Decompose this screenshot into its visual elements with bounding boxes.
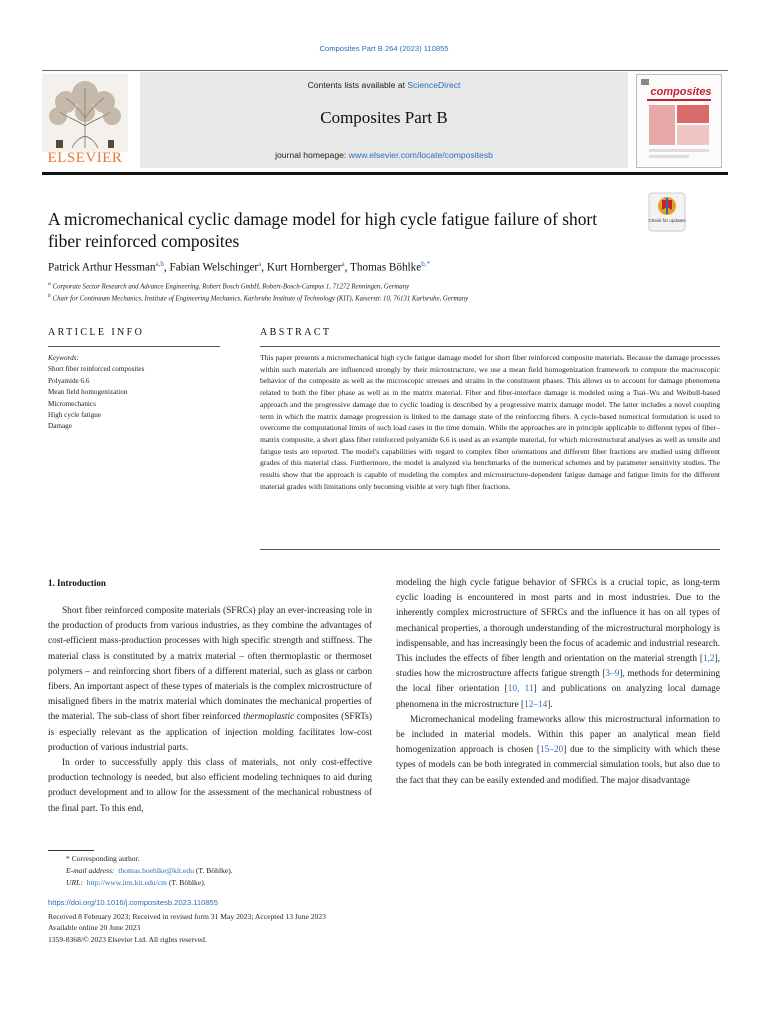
author-list [48,260,728,274]
paragraph [396,576,720,713]
citation-link[interactable]: 15–20 [540,745,564,756]
crossmark-icon [648,192,686,232]
affiliation-a [48,281,728,290]
paragraph [48,604,372,756]
homepage-line [140,150,628,160]
author-affiliation-mark[interactable]: b,* [421,260,430,268]
url-suffix: (T. Böhlke). [166,878,206,888]
abstract-text: This paper presents a micromechanical high cycle fatigue damage model for short fiber reinforced composite materials. Because the damage processes within such materials are influenced strongly by their microstructure, we use a mean field homogenization framework to compute the macroscopic behavior of the composite as well as the microscopic stresses and strains in the constituent phases. This allows us to account for damage phenomena related to both the fiber phase as well as in the matrix material. Fiber and fiber-interface damage is modeled using a Tsai–Wu and Weibull-based approach and the progressive damage due to cyclic loading is described by a progressive matrix damage model. The latter includes a novel coupling term in which the matrix damage progression is linked to the damage state of the reinforcing fibers. A cycle-based numerical formulation is used to overcome the computational limits of such load cases in the time domain. While the approaches are in principle applicable to different types of fiber–matrix composite, a short glass fiber reinforced polyamide 6.6 is used as an example material, for which microstructural analyses as well as tensile and fatigue tests are reported. The model's capabilities with regard to complex fiber orientations and different fiber fractions are studied using different grades of this material class. Furthermore, the model is analyzed via benchmarks of the numerical schemes and by parameter sensitivity studies. The results show that the approach is capable of modeling the complex and microstructure-dependent fatigue damage and fatigue limits for the different material grades with limitations only becoming visible at very high fiber fractions. [260,353,720,491]
email-link[interactable]: thomas.boehlke@kit.edu [118,866,194,876]
masthead-bottom-rule [42,172,728,175]
affiliation-mark: b [48,293,51,299]
footnote-rule [48,850,94,851]
keyword-item[interactable]: Short fiber reinforced composites [48,365,145,374]
paragraph-text: modeling the high cycle fatigue behavior of SFRCs is a crucial topic, as long-term cyclic loading is encountered in most parts and in most industries. Due to the inherently complex microstructure of SFRCs and the influence it has on all types of mechanical properties, a thorough understanding of the microstructural morphology is indispensable, and has increasingly been the focus of academic and industrial research. This includes the effects of fiber length and orientation on the material strength [ [396,578,720,665]
keywords-label: Keywords: [48,354,79,362]
abstract-end-rule [260,549,720,550]
author-separator: , [261,261,267,274]
journal-cover-image[interactable] [636,74,722,168]
cover-title: composites [650,86,712,98]
author-separator: , [344,261,351,274]
paragraph: In order to successfully apply this class of materials, not only cost-effective production technology is needed, but also efficient modeling techniques to aid during product development and to allow for the assessment of the mechanical robustness of the final part. To this end, [48,758,372,814]
received-dates: Received 8 February 2023; Received in revised form 31 May 2023; Accepted 13 June 2023 [48,912,326,921]
author-name[interactable]: Thomas Böhlke [350,261,422,274]
email-label: E-mail address: [66,866,115,876]
paragraph-text: composites (SFRTs) is especially relevant as the application of injection molding facilitates low-cost production of various industrial parts. [48,712,372,753]
url-link[interactable]: http://www.itm.kit.edu/cm [86,878,167,888]
contents-prefix: Contents lists available at [307,80,408,90]
author-name[interactable]: Fabian Welschinger [169,261,259,274]
keyword-item[interactable]: Damage [48,422,72,431]
homepage-prefix: journal homepage: [275,150,349,160]
paragraph [396,713,720,789]
masthead-top-rule [42,70,728,71]
author-affiliation-mark[interactable]: a [258,260,262,268]
paragraph-text: ] and publications on analyzing local damage phenomena in the microstructure [ [396,684,720,710]
body-column-left [48,604,372,817]
citation-link[interactable]: 10, 11 [507,684,534,695]
keyword-item[interactable]: Micromechanics [48,399,96,408]
author-affiliation-mark[interactable]: a [341,260,345,268]
author-separator: , [163,261,170,274]
abstract-rule [260,346,720,347]
url-label: URL: [66,878,83,888]
article-info-heading: ARTICLE INFO [48,327,145,338]
affiliation-text: Corporate Sector Research and Advance Engineering, Robert Bosch GmbH, Robert-Bosch-Campus 1, 71272 Renningen, Germany [52,283,410,291]
crossmark-label: Check for updates [648,218,686,223]
sciencedirect-link[interactable]: ScienceDirect [407,80,461,90]
paragraph-text: Micromechanical modeling frameworks allow this microstructural information to be included in material models. Within this paper an analytical mean field homogenization approach is chosen [ [396,714,720,756]
author-name[interactable]: Kurt Hornberger [266,261,342,274]
footnotes [48,853,408,890]
keywords-block [48,353,220,433]
publisher-name: ELSEVIER [47,150,123,166]
paragraph-text: Short fiber reinforced composite materials (SFRCs) play an ever-increasing role in the production of products from various industries, as they combine the advantages of cost-efficient mass-production processes with high specific strength and stiffness. The material class is constituted by a matrix material – often thermoplastic or thermoset polymers – and reinforcing short fibers of a different material, such as glass or carbon fibers. An important aspect of these types of materials is the complex microstructure of misaligned fibers in the matrix material which dominates the mechanical properties of the material. The sub-class of short fiber reinforced [48,606,372,723]
body-column-right [396,576,720,789]
article-title: A micromechanical cyclic damage model for high cycle fatigue failure of short fiber reinforced composites [48,209,598,251]
email-line [48,865,408,877]
article-info-rule [48,346,220,347]
doi-link[interactable]: https://doi.org/10.1016/j.compositesb.2023.110855 [48,898,218,907]
affiliation-b [48,293,728,302]
available-online: Available online 20 June 2023 [48,923,141,933]
corresponding-author-note: * Corresponding author. [66,854,140,863]
contents-line [140,80,628,90]
paragraph-text: ], methods for determining the local fiber orientation [ [396,669,720,695]
citation-link[interactable]: 1,2 [702,654,715,665]
journal-title: Composites Part B [320,108,448,127]
journal-reference[interactable]: Composites Part B 264 (2023) 110855 [319,44,449,53]
abstract-heading: ABSTRACT [260,327,332,338]
citation-link[interactable]: 3–9 [605,669,620,680]
check-for-updates-badge[interactable] [648,192,686,232]
introduction-heading: 1. Introduction [48,578,106,588]
keyword-item[interactable]: Mean field homogenization [48,388,128,397]
affiliation-text: Chair for Continuum Mechanics, Institute of Engineering Mechanics, Karlsruhe Institute of Technology (KIT), Kaiserstr. 10, 76131 Karlsruhe, Germany [52,295,469,303]
copyright: 1359-8368/© 2023 Elsevier Ltd. All rights reserved. [48,934,207,944]
emphasis-text: thermoplastic [243,712,295,723]
citation-link[interactable]: 12–14 [524,699,548,710]
publication-dates [48,911,548,945]
paragraph-text: ], studies how the microstructure affects fatigue strength [ [396,654,720,680]
homepage-link[interactable]: www.elsevier.com/locate/compositesb [348,150,493,160]
keyword-item[interactable]: High cycle fatigue [48,411,102,420]
affiliation-mark: a [48,281,51,287]
keyword-item[interactable]: Polyamide 6.6 [48,376,90,385]
cover-art-icon [637,75,721,167]
url-line [48,877,408,889]
paragraph-text: ] due to the simplicity with which these types of models can be both integrated in commercial simulation tools, but also due to the fact that they can be easily extended and modified. The major disadvantage [396,745,720,786]
email-suffix: (T. Böhlke). [194,866,233,876]
author-name[interactable]: Patrick Arthur Hessman [48,261,156,274]
author-affiliation-mark[interactable]: a,b [155,260,164,268]
paragraph-text: ]. [547,699,553,710]
